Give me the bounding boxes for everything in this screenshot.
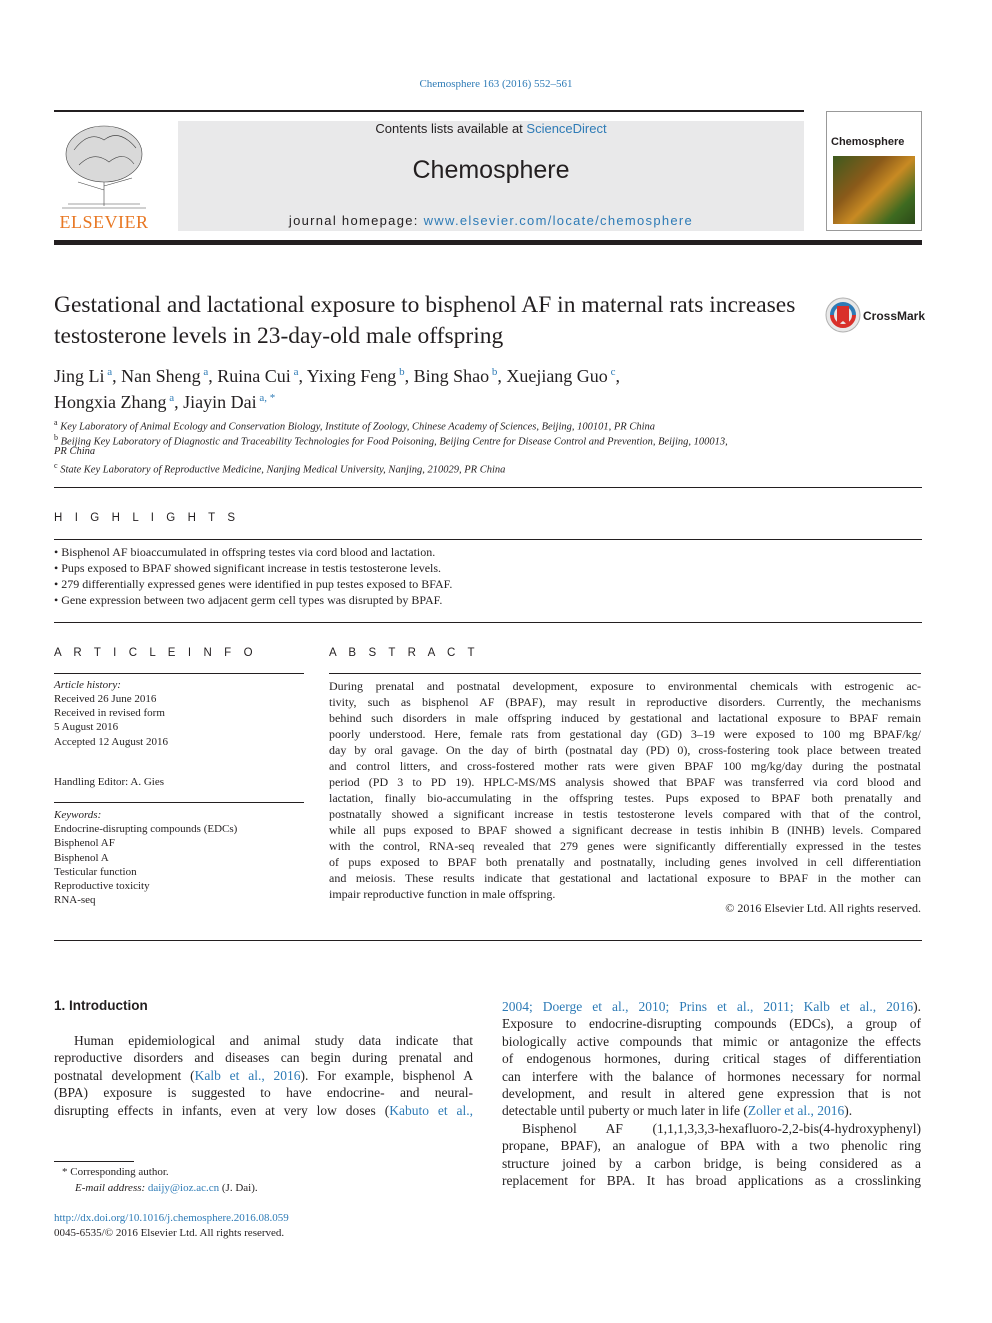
crossmark-label[interactable]: CrossMark [863,309,926,323]
abstract-line: postnatally showed a significant increase in testis testosterone levels compared with that of the control, [329,807,921,821]
intro-line: Bisphenol AF (1,1,1,3,3,3-hexafluoro-2,2-bis(4-hydroxyphenyl) [522,1120,921,1136]
abstract-line: lactation, finally bio-accumulating in the offspring testes. Pups exposed to BPAF both prenatally and [329,791,921,805]
author-affiliation-marker[interactable]: a [104,366,113,378]
affiliation-a: $^a$ Key Laboratory of Animal Ecology and Conservation Biology, Institute of Zoology, Chinese Academy of Sciences, Beijing, 100101, PR China [54,418,656,433]
homepage-link[interactable]: www.elsevier.com/locate/chemosphere [423,213,694,228]
handling-editor: Handling Editor: A. Gies [54,776,164,788]
abstract-line: tivity, such as bisphenol AF (BPAF), may result in reproductive disorders. Currently, the mechanisms [329,695,921,709]
divider [54,622,922,623]
abstract-line: impair reproductive function in male offspring. [329,887,556,901]
cover-title: Chemosphere [831,136,905,148]
divider [329,673,921,674]
author-list [54,361,914,413]
abstract-line: day by oral gavage. On the day of birth (postnatal day (PD) 0), cross-fostering took place between treated [329,743,921,757]
intro-left-column [54,1032,473,1119]
author-affiliation-marker[interactable]: c [607,366,616,378]
intro-line: 2004; Doerge et al., 2010; Prins et al., 2011; Kalb et al., 2016). [502,999,921,1014]
introduction-heading: 1. Introduction [54,998,148,1013]
author-separator: , [497,366,507,386]
contents-prefix: Contents lists available at [375,121,527,136]
intro-line: propane, BPAF), an analogue of BPA with a two phenolic ring [502,1138,921,1154]
citation-link[interactable]: 2004; Doerge et al., 2010; Prins et al., 2011; Kalb et al., 2016 [502,999,914,1014]
header-rule [54,110,804,112]
doi-link[interactable]: http://dx.doi.org/10.1016/j.chemosphere.2016.08.059 [54,1212,289,1224]
abstract-line: behind such disorders in male offspring induced by gestational and lactational exposure to BPAF remain [329,711,921,725]
intro-line: disrupting effects in infants, even at very low doses (Kabuto et al., [54,1102,473,1118]
divider [54,539,922,540]
abstract-line: During prenatal and postnatal development, exposure to environmental chemicals with estrogenic ac- [329,679,921,693]
author-name: Xuejiang Guo [506,366,608,386]
header-thick-rule [54,240,922,245]
intro-line: can interfere with the balance of hormones necessary for normal [502,1068,921,1084]
author-affiliation-marker[interactable]: b [489,366,498,378]
divider [54,802,304,803]
author-affiliation-marker[interactable]: a [290,366,299,378]
publisher-logo-text: ELSEVIER [59,212,149,232]
abstract-line: of pups exposed to BPAF both prenatally and postnatally, including genes involved in cell differentiation [329,855,921,869]
intro-line: postnatal development (Kalb et al., 2016). For example, bisphenol A [54,1067,473,1083]
author-separator: , [615,366,620,386]
divider [54,673,304,674]
keywords-label: Keywords: [54,809,102,821]
keyword: Reproductive toxicity [54,880,150,892]
citation-link[interactable]: Kalb et al., 2016 [194,1067,301,1083]
abstract-line: poorly understood. Here, female rats from gestational day (GD) 3–19 were exposed to 100 mg BPAF/kg/ [329,727,921,741]
author-separator: , [112,366,122,386]
intro-line: biologically active compounds that mimic or antagonize the effects [502,1033,921,1049]
intro-line: replacement for BPA. It has broad applications as a crosslinking [502,1173,921,1189]
author-line-2 [54,387,914,413]
article-info-heading: A R T I C L E I N F O [54,647,258,659]
affiliation-b-cont: PR China [54,446,96,457]
highlight-item: • Gene expression between two adjacent germ cell types was disrupted by BPAF. [54,593,443,607]
intro-line: detectable until puberty or much later in life (Zoller et al., 2016). [502,1103,853,1119]
intro-line: (BPA) exposure is suggested to have endocrine- and neural- [54,1085,473,1101]
keyword: Endocrine-disrupting compounds (EDCs) [54,823,238,835]
abstract-text [329,678,921,902]
history-label: Article history: [54,679,121,691]
intro-line: Exposure to endocrine-disrupting compounds (EDCs), a group of [502,1016,921,1032]
intro-line: development, and result in altered gene expression that is not [502,1086,921,1102]
author-name: Nan Sheng [121,366,201,386]
keyword: Testicular function [54,866,137,878]
history-accepted: Accepted 12 August 2016 [54,736,168,748]
highlight-item: • 279 differentially expressed genes were identified in pup testes exposed to BFAF. [54,577,453,591]
author-separator: , [298,366,307,386]
intro-line: reproductive disorders and diseases can begin during prenatal and [54,1050,473,1066]
highlight-item: • Bisphenol AF bioaccumulated in offspring testes via cord blood and lactation. [54,545,436,559]
journal-cover-thumbnail[interactable] [826,111,922,231]
journal-citation[interactable]: Chemosphere 163 (2016) 552–561 [419,78,573,90]
author-separator: , [174,392,184,412]
homepage-prefix: journal homepage: [288,213,424,228]
journal-name: Chemosphere [412,156,570,184]
footnote-rule [54,1161,134,1162]
abstract-heading: A B S T R A C T [329,647,480,659]
corresponding-author-note: * Corresponding author. [62,1166,169,1178]
citation-link[interactable]: Kabuto et al., [389,1102,473,1118]
highlight-item: • Pups exposed to BPAF showed significant increase in testis testosterone levels. [54,561,442,575]
keyword: Bisphenol AF [54,837,115,849]
affiliation-b: $^b$ Beijing Key Laboratory of Diagnostic and Traceability Technologies for Food Poisoning, Beijing Centre for Disease Control and Prevention, Beijing, 100013, [54,433,728,448]
author-name: Jing Li [54,366,105,386]
keyword: RNA-seq [54,894,96,906]
author-affiliation-marker[interactable]: b [396,366,405,378]
email-note: E-mail address: daijy@ioz.ac.cn (J. Dai). [75,1182,258,1194]
email-link[interactable]: daijy@ioz.ac.cn [147,1182,220,1194]
citation-link[interactable]: Zoller et al., 2016 [747,1103,845,1119]
highlights-heading: H I G H L I G H T S [54,512,240,524]
sciencedirect-link[interactable]: ScienceDirect [526,121,607,136]
intro-line: structure joined by a carbon bridge, is being considered as a [502,1155,921,1171]
author-line-1 [54,361,914,387]
intro-right-column [502,998,921,1189]
abstract-line: period (PD 3 to PD 19). HPLC-MS/MS analysis showed that BPAF was transferred via cord blood and [329,775,921,789]
history-revised: Received in revised form [54,707,165,719]
cover-image [833,156,915,224]
author-separator: , [404,366,414,386]
author-name: Hongxia Zhang [54,392,167,412]
contents-line [178,121,804,136]
author-affiliation-marker[interactable]: a, * [256,392,276,404]
intro-line: of endogenous hormones, during critical stages of differentiation [502,1051,921,1067]
issn-line: 0045-6535/© 2016 Elsevier Ltd. All rights reserved. [54,1227,285,1239]
author-affiliation-marker[interactable]: a [166,392,175,404]
abstract-copyright: © 2016 Elsevier Ltd. All rights reserved. [725,901,921,915]
history-revised-date: 5 August 2016 [54,721,119,733]
divider [54,487,922,488]
intro-line: Human epidemiological and animal study data indicate that [74,1033,473,1048]
author-affiliation-marker[interactable]: a [200,366,209,378]
divider [54,940,922,941]
author-separator: , [208,366,218,386]
keyword: Bisphenol A [54,852,109,864]
crossmark-icon[interactable] [824,296,862,334]
history-received: Received 26 June 2016 [54,693,157,705]
article-title: Gestational and lactational exposure to bisphenol AF in maternal rats increases testosterone levels in 23-day-old male offspring [54,292,796,349]
author-name: Yixing Feng [306,366,397,386]
abstract-line: and meiosis. These results indicate that gestational and lactational exposure to BPAF in the mother can [329,871,921,885]
abstract-line: while all pups exposed to BPAF showed a significant decrease in testis inhibin B (INHB) levels. Compared [329,823,921,837]
abstract-line: with the control, RNA-seq revealed that 279 genes were significantly differentially expressed in the testes [329,839,921,853]
author-name: Bing Shao [413,366,490,386]
author-name: Ruina Cui [217,366,291,386]
affiliation-c: $^c$ State Key Laboratory of Reproductive Medicine, Nanjing Medical University, Nanjing, 210029, PR China [54,461,506,476]
homepage-line [178,213,804,228]
author-name: Jiayin Dai [183,392,257,412]
abstract-line: and control litters, and cross-fostered mother rats were given BPAF 100 mg/kg/day during the postnatal [329,759,921,773]
